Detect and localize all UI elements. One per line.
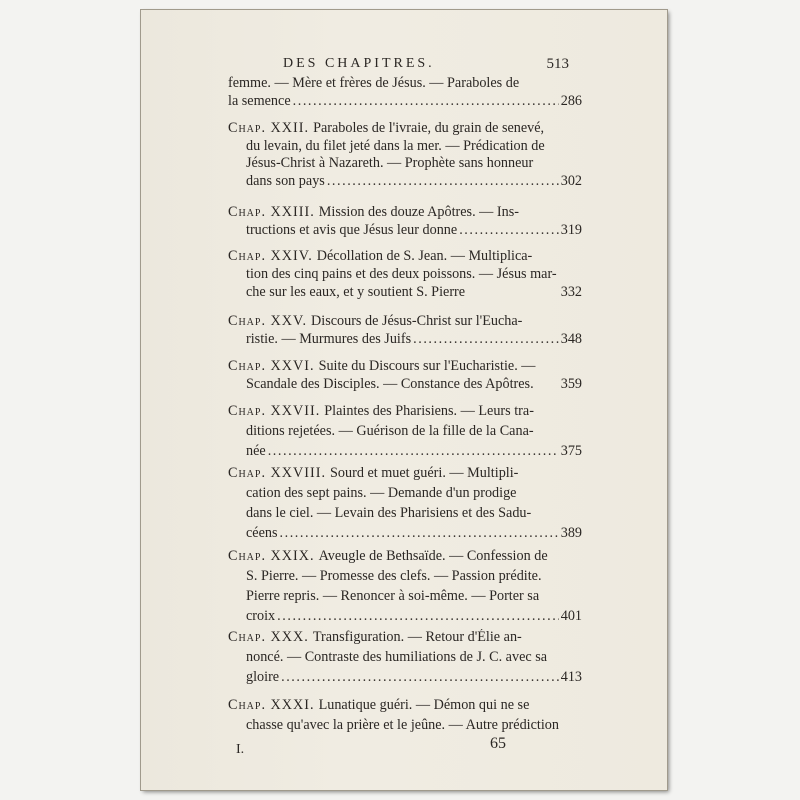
toc-line: [228, 376, 582, 394]
toc-page-number: 319: [560, 221, 582, 238]
page-number: 513: [546, 56, 569, 72]
toc-line-text: la semence: [228, 92, 291, 109]
dot-leader: [413, 331, 559, 349]
toc-line: [228, 313, 582, 331]
toc-line: [228, 173, 582, 191]
toc-entry: [228, 120, 582, 190]
toc-entry: [228, 629, 582, 689]
chapter-label: Chap. XXIII.: [228, 204, 315, 220]
toc-entry: [228, 403, 582, 463]
toc-line-text: cation des sept pains. — Demande d'un prodige: [246, 485, 517, 501]
toc-line-text: gloire: [246, 669, 280, 685]
toc-line-text: ditions rejetées. — Guérison de la fille de la Cana-: [246, 423, 534, 439]
toc-line: [228, 608, 582, 628]
toc-line-text: femme. — Mère et frères de Jésus. — Paraboles de: [228, 75, 520, 91]
toc-line: [228, 222, 582, 240]
toc-line-text: Lunatique guéri. — Démon qui ne se: [318, 697, 530, 713]
toc-entry: [228, 358, 582, 394]
signature-mark: 65: [490, 735, 506, 752]
toc-line: [228, 204, 582, 222]
toc-entry: [228, 548, 582, 628]
toc-entry: [228, 465, 582, 545]
toc-line-text: dans son pays: [246, 172, 325, 189]
toc-line: [228, 697, 582, 717]
toc-line: [228, 423, 582, 443]
toc-page-number: 302: [560, 172, 582, 189]
toc-line: [228, 485, 582, 505]
toc-entry: [228, 204, 582, 239]
chapter-label: Chap. XXV.: [228, 313, 308, 329]
toc-line: [228, 155, 582, 173]
chapter-label: Chap. XXII.: [228, 120, 310, 136]
toc-entry: [228, 75, 582, 110]
toc-entry: [228, 248, 582, 303]
dot-leader: [459, 222, 559, 240]
toc-entry: [228, 697, 582, 737]
toc-line: [228, 505, 582, 525]
toc-line: [228, 548, 582, 568]
toc-line: [228, 525, 582, 545]
toc-line-text: tructions et avis que Jésus leur donne: [246, 221, 458, 238]
toc-line: [228, 403, 582, 423]
toc-line: [228, 669, 582, 689]
toc-line: [228, 75, 582, 93]
toc-line: [228, 284, 582, 302]
toc-line-text: Paraboles de l'ivraie, du grain de senevé,: [313, 120, 545, 136]
toc-line-text: Décollation de S. Jean. — Multiplica-: [316, 248, 533, 264]
toc-line-text: dans le ciel. — Levain des Pharisiens et des Sadu-: [246, 505, 532, 521]
chapter-label: Chap. XXXI.: [228, 697, 315, 713]
toc-line-text: du levain, du filet jeté dans la mer. — Prédication de: [246, 137, 545, 154]
toc-line: [228, 266, 582, 284]
toc-line-text: tion des cinq pains et des deux poissons. — Jésus mar-: [246, 266, 557, 283]
toc-line-text: Aveugle de Bethsaïde. — Confession de: [318, 548, 548, 564]
toc-line: [228, 248, 582, 266]
toc-line: [228, 358, 582, 376]
toc-line-text: S. Pierre. — Promesse des clefs. — Passion prédite.: [246, 568, 542, 584]
chapter-label: Chap. XXX.: [228, 629, 309, 645]
chapter-label: Chap. XXVIII.: [228, 465, 327, 481]
toc-page-number: 348: [560, 331, 582, 347]
toc-line: [228, 649, 582, 669]
toc-page-number: 389: [560, 525, 582, 541]
toc-line: [228, 717, 582, 737]
toc-line: [228, 331, 582, 349]
toc-line-text: Sourd et muet guéri. — Multipli-: [330, 465, 519, 481]
toc-line-text: Scandale des Disciples. — Constance des Apôtres.: [246, 376, 534, 392]
toc-line-text: née: [246, 443, 266, 459]
running-head-title: DES CHAPITRES.: [283, 56, 435, 71]
dot-leader: [280, 525, 559, 545]
toc-line: [228, 93, 582, 111]
toc-line: [228, 629, 582, 649]
toc-line-text: croix: [246, 608, 276, 624]
toc-line-text: noncé. — Contraste des humiliations de J. C. avec sa: [246, 649, 548, 665]
toc-line: [228, 138, 582, 156]
toc-entry: [228, 313, 582, 349]
toc-line-text: Jésus-Christ à Nazareth. — Prophète sans honneur: [246, 155, 534, 171]
toc-line: [228, 588, 582, 608]
toc-page-number: 332: [560, 284, 582, 301]
dot-leader: [293, 93, 559, 111]
toc-line-text: Discours de Jésus-Christ sur l'Eucha-: [311, 313, 523, 329]
dot-leader: [327, 173, 559, 191]
toc-page-number: 286: [560, 92, 582, 109]
dot-leader: [268, 443, 559, 463]
chapter-label: Chap. XXVI.: [228, 358, 315, 374]
toc-line-text: che sur les eaux, et y soutient S. Pierre: [246, 284, 466, 301]
toc-page-number: 375: [560, 443, 582, 459]
toc-line: [228, 465, 582, 485]
toc-line-text: Mission des douze Apôtres. — Ins-: [318, 204, 519, 220]
toc-line: [228, 568, 582, 588]
toc-line-text: Plaintes des Pharisiens. — Leurs tra-: [324, 403, 534, 419]
toc-page-number: 359: [560, 376, 582, 392]
toc-page-number: 413: [560, 669, 582, 685]
chapter-label: Chap. XXVII.: [228, 403, 321, 419]
chapter-label: Chap. XXIV.: [228, 248, 313, 264]
dot-leader: [277, 608, 559, 628]
dot-leader: [281, 669, 559, 689]
toc-line: [228, 120, 582, 138]
toc-line-text: Pierre repris. — Renoncer à soi-même. — Porter sa: [246, 588, 540, 604]
toc-line-text: chasse qu'avec la prière et le jeûne. — Autre prédiction: [246, 717, 559, 733]
toc-line-text: Transfiguration. — Retour d'Élie an-: [312, 629, 522, 645]
toc-line: [228, 443, 582, 463]
toc-line-text: Suite du Discours sur l'Eucharistie. —: [318, 358, 536, 374]
volume-mark: I.: [236, 742, 245, 757]
toc-line-text: ristie. — Murmures des Juifs: [246, 331, 412, 347]
chapter-label: Chap. XXIX.: [228, 548, 315, 564]
toc-line-text: céens: [246, 525, 278, 541]
toc-page-number: 401: [560, 608, 582, 624]
